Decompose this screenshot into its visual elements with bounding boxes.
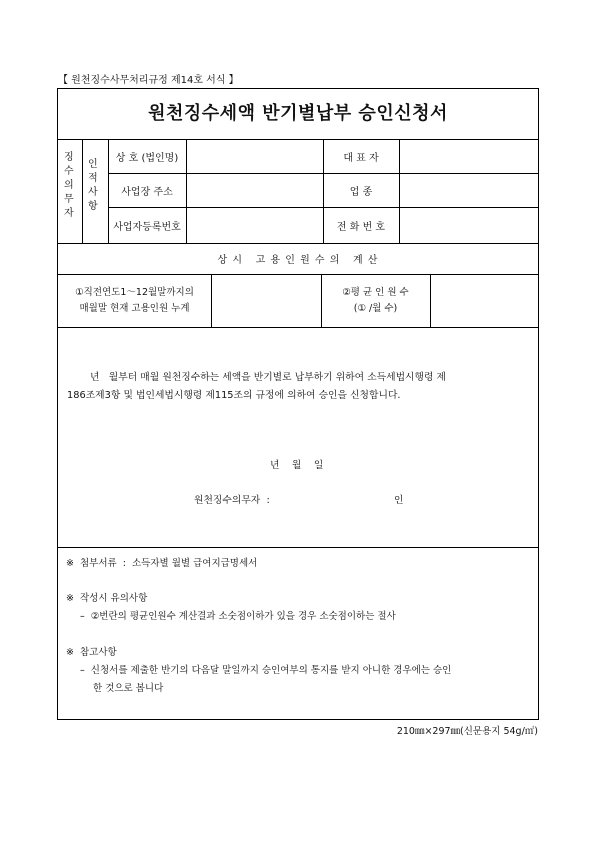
representative-label: 대 표 자: [343, 152, 379, 164]
cumulative-employees-label: ①직전연도1～12월말까지의 매월말 현재 고용인원 누계: [75, 286, 194, 314]
withholder-side-label: 징 수 의 무 자: [64, 152, 74, 219]
company-name-field[interactable]: [186, 139, 323, 173]
phone-label: 전 화 번 호: [336, 221, 386, 233]
reference-item-line-1: – 신청서를 제출한 반기의 다음달 말일까지 승인여부의 통지를 받지 아니한 경우에는 승인: [80, 665, 452, 676]
representative-field[interactable]: [399, 139, 538, 173]
registration-number-field[interactable]: [186, 207, 323, 243]
business-type-label: 업 종: [349, 186, 373, 198]
application-form: [57, 88, 539, 720]
registration-number-label: 사업자등록번호: [113, 221, 181, 233]
attachment-note: ※ 첨부서류 : 소득자별 월별 급여지급명세서: [66, 558, 258, 569]
cumulative-employees-field[interactable]: [211, 274, 321, 327]
average-employees-field[interactable]: [430, 274, 538, 327]
reference-title: ※ 참고사항: [66, 647, 117, 658]
business-address-label: 사업장 주소: [121, 186, 173, 198]
business-type-field[interactable]: [399, 173, 538, 207]
statement-line-2: 186조제3항 및 법인세법시행령 제115조의 규정에 의하여 승인을 신청합니다.: [67, 390, 401, 401]
divider: [82, 139, 83, 243]
phone-field[interactable]: [399, 207, 538, 243]
applicant-label: 원천징수의무자 :: [194, 495, 270, 506]
application-date: 년 월 일: [270, 460, 324, 471]
statement-line-1: 년 월부터 매월 원천징수하는 세액을 반기별로 납부하기 위하여 소득세법시행령 제: [90, 372, 447, 383]
average-employees-label: ②평 균 인 원 수 (① /월 수): [342, 286, 409, 314]
caution-item: – ②번란의 평균인원수 계산결과 소숫점이하가 있을 경우 소숫점이하는 절사: [80, 611, 396, 622]
business-address-field[interactable]: [186, 173, 323, 207]
personal-info-side-label: 인 적 사 항: [88, 159, 98, 212]
form-title: 원천징수세액 반기별납부 승인신청서: [148, 103, 448, 124]
reference-item-line-2: 한 것으로 봅니다: [93, 683, 164, 694]
company-name-label: 상 호 (법인명): [115, 152, 179, 164]
seal-mark: 인: [394, 495, 404, 506]
divider: [58, 547, 538, 548]
paper-size-note: 210㎜×297㎜(신문용지 54g/㎡): [396, 726, 538, 737]
employee-count-section-title: 상 시 고 용 인 원 수 의 계 산: [217, 255, 379, 266]
caution-title: ※ 작성시 유의사항: [66, 593, 148, 604]
divider: [58, 327, 538, 328]
form-number-note: 【 원천징수사무처리규정 제14호 서식 】: [58, 75, 239, 86]
